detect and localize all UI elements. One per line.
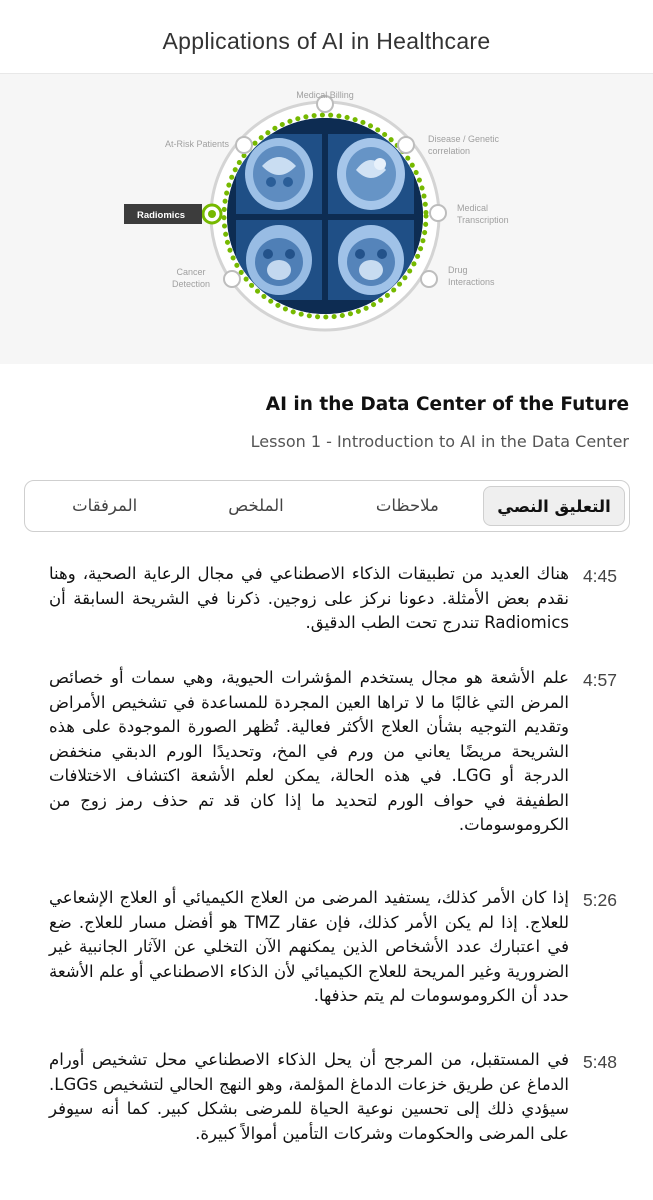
label-at-risk-patients: At-Risk Patients bbox=[164, 139, 230, 149]
node-drug-interactions bbox=[421, 271, 437, 287]
tab-transcript[interactable]: التعليق النصي bbox=[483, 486, 625, 526]
label-cancer-detection-1: Cancer bbox=[176, 267, 206, 277]
node-cancer-detection bbox=[224, 271, 240, 287]
node-at-risk-patients bbox=[236, 137, 252, 153]
slide-title: Applications of AI in Healthcare bbox=[162, 28, 491, 54]
course-title: AI in the Data Center of the Future bbox=[265, 394, 629, 415]
label-medical-transcription-1: Medical bbox=[457, 203, 489, 213]
transcript-text: إذا كان الأمر كذلك، يستفيد المرضى من العلاج الكيميائي أو العلاج الإشعاعي للعلاج. إذا لم يكن الأمر كذلك، فإن عقار TMZ هو أفضل مسار للعلاج. ضع في اعتبارك عدد الأشخاص الذين يمكنهم الآن التخلي عن الآثار الجانبية غير الضرورية وغير المريحة للعلاج الكيميائي لأن الذكاء الاصطناعي أو علم الأشعة حدد أن الكروموسومات لم يتم حذفها. bbox=[49, 888, 570, 1005]
transcript-text: في المستقبل، من المرجح أن يحل الذكاء الاصطناعي محل تشخيص أورام الدماغ عن طريق خزعات الدماغ المؤلمة، وهو النهج الحالي لتشخيص LGGs. سيؤدي ذلك إلى تحسين نوعية الحياة للمرضى بشكل كبير. كما أنه سيوفر على المرضى والحكومات وشركات التأمين أموالاً كبيرة. bbox=[49, 1050, 569, 1143]
label-cancer-detection-2: Detection bbox=[171, 279, 211, 289]
transcript-text: هناك العديد من تطبيقات الذكاء الاصطناعي في مجال الرعاية الصحية، وهنا نقدم بعض الأمثلة. دعونا نركز على زوجين. ذكرنا في الشريحة السابقة أن Radiomics تندرج تحت الطب الدقيق. bbox=[49, 564, 569, 632]
mri-panels bbox=[226, 118, 424, 314]
lesson-title: Lesson 1 - Introduction to AI in the Data Center bbox=[250, 432, 629, 451]
slide-image bbox=[0, 74, 653, 364]
node-medical-transcription bbox=[430, 205, 446, 221]
label-drug-interactions-2: Interactions bbox=[448, 277, 495, 287]
label-drug-interactions-1: Drug bbox=[448, 265, 468, 275]
timestamp[interactable]: 5:48 bbox=[582, 1052, 617, 1072]
tab-notes[interactable]: ملاحظات bbox=[375, 496, 439, 515]
node-disease-genetic bbox=[398, 137, 414, 153]
transcript-text: علم الأشعة هو مجال يستخدم المؤشرات الحيوية، وهي سمات أو خصائص المرض التي غالبًا ما لا تراها العين المجردة للمساعدة في تشخيص الأمراض وتقديم التوجيه بشأن العلاج الأكثر فعالية. تُظهر الصورة الموجودة على هذه الشريحة مريضًا يعاني من ورم في المخ، وتحديدًا الورم الدبقي منخفض الدرجة أو LGG. في هذه الحالة، يمكن لعلم الأشعة اكتشاف الاختلافات الطفيفة في حواف الورم لتحديد ما إذا كان قد تم حذف رمز زوج من الكروموسومات. bbox=[49, 668, 569, 834]
ai-healthcare-diagram bbox=[0, 74, 653, 364]
timestamp[interactable]: 5:26 bbox=[582, 890, 617, 910]
tab-summary[interactable]: الملخص bbox=[228, 496, 284, 515]
label-medical-billing: Medical Billing bbox=[296, 90, 354, 100]
label-disease-genetic-2: correlation bbox=[428, 146, 471, 156]
label-disease-genetic-1: Disease / Genetic bbox=[428, 134, 500, 144]
node-radiomics-dot bbox=[208, 210, 216, 218]
timestamp[interactable]: 4:45 bbox=[582, 566, 617, 586]
timestamp[interactable]: 4:57 bbox=[582, 670, 617, 690]
label-medical-transcription-2: Transcription bbox=[457, 215, 509, 225]
tab-bar bbox=[24, 480, 630, 532]
tab-attachments[interactable]: المرفقات bbox=[72, 496, 138, 515]
label-radiomics: Radiomics bbox=[136, 210, 186, 221]
